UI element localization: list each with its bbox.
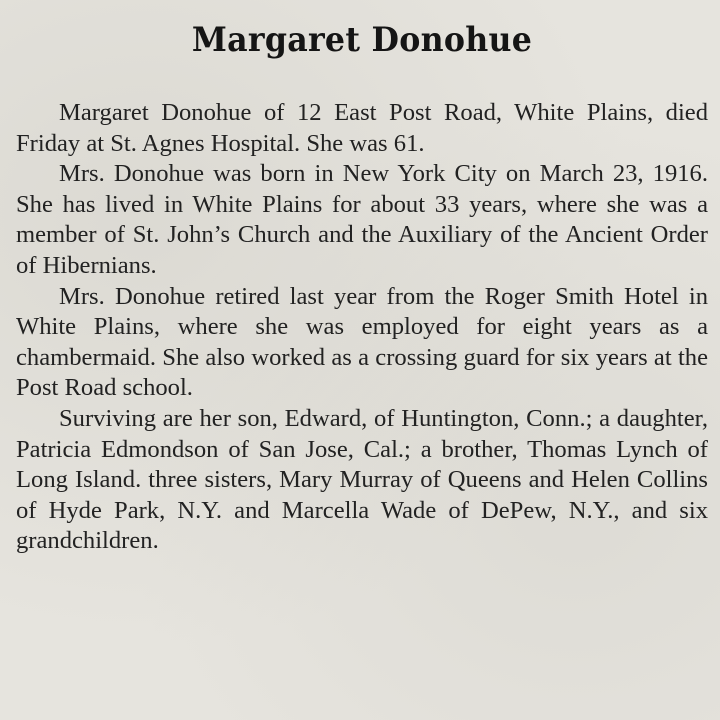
obituary-paragraph-birth: Mrs. Donohue was born in New York City on March 23, 1916. She has lived in White Plains for about 33 years, where she was a member of St. John’s Church and the Auxiliary of the Ancient Order of Hibernians. — [16, 160, 708, 279]
obituary-paragraph-career: Mrs. Donohue retired last year from the Roger Smith Hotel in White Plains, where she was employed for eight years as a chambermaid. She also worked as a crossing guard for six years at the Post Road school. — [16, 282, 708, 402]
obituary-paragraph-survivors: Surviving are her son, Edward, of Huntington, Conn.; a daughter, Patricia Edmondson of San Jose, Cal.; a brother, Thomas Lynch of Long Island. three sisters, Mary Murray of Queens and Helen Collins of Hyde Park, N.Y. and Marcella Wade of DePew, N.Y., and six grandchildren. — [16, 404, 708, 555]
obituary-headline: Margaret Donohue — [191, 20, 533, 60]
obituary-paragraph-death: Margaret Donohue of 12 East Post Road, White Plains, died Friday at St. Agnes Hospital. She was 61. — [16, 99, 708, 157]
